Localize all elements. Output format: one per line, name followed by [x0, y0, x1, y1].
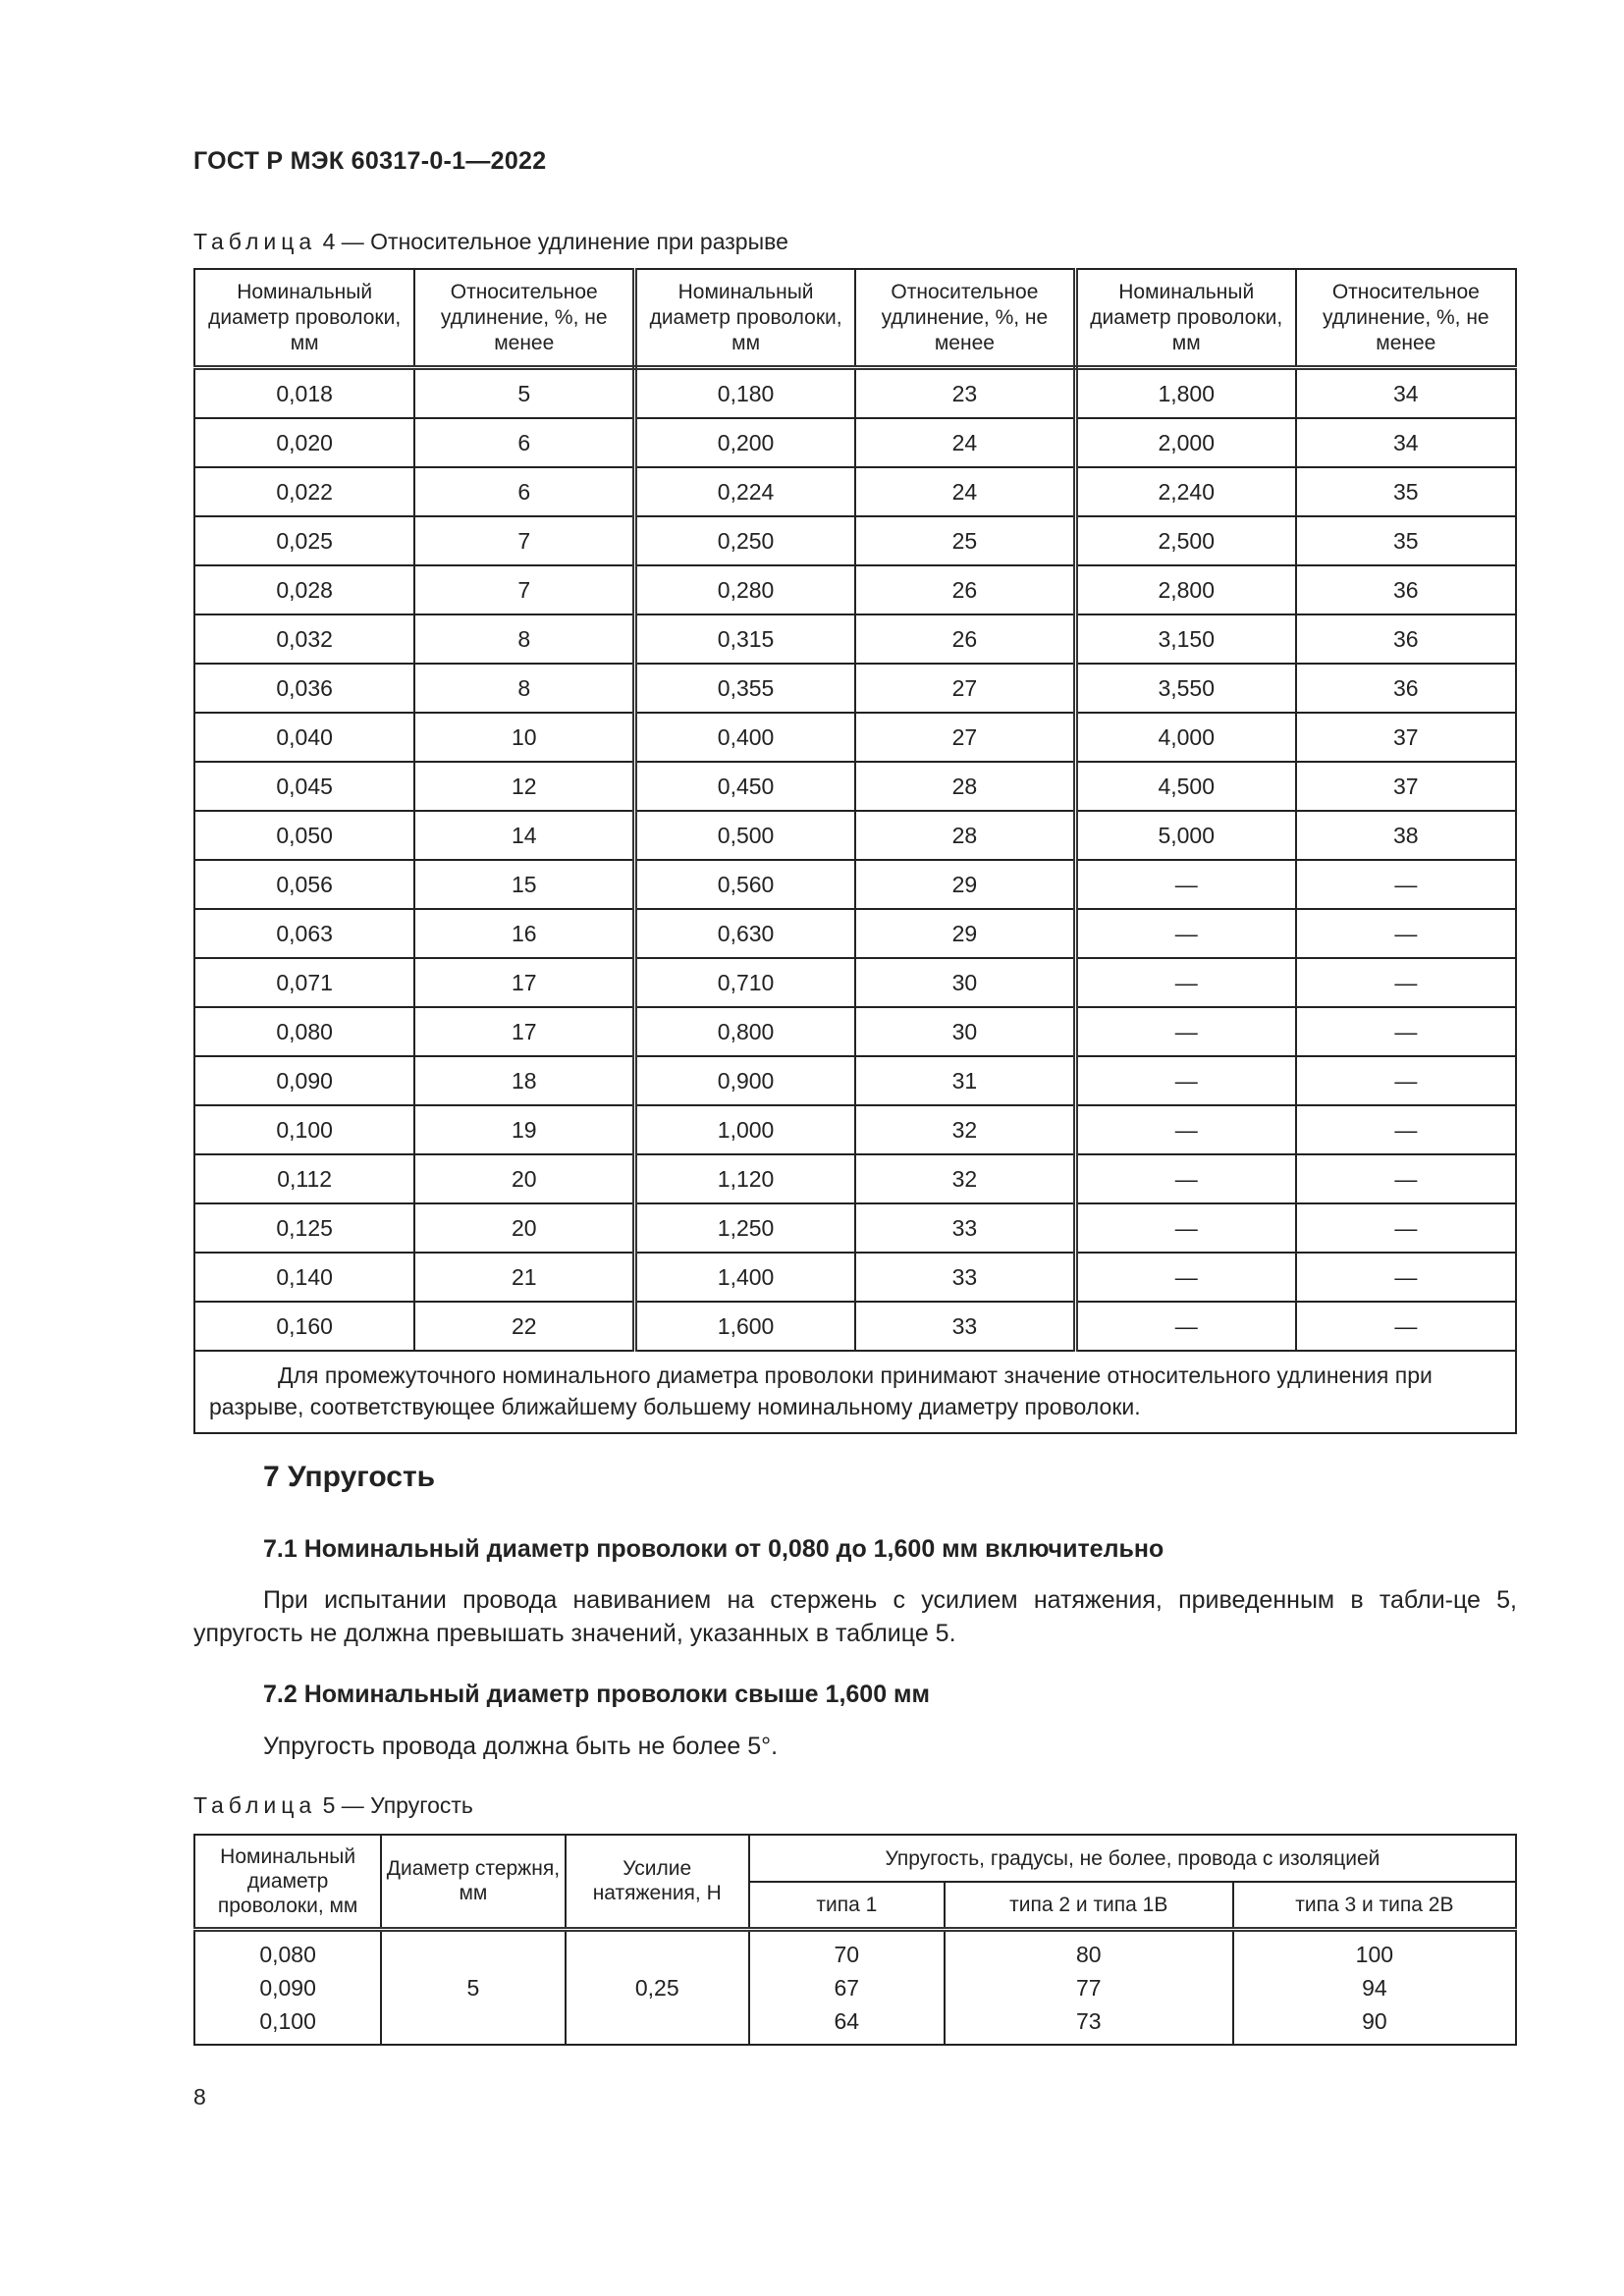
table-row: [194, 565, 1516, 614]
diameter-cell: 0,224: [635, 467, 855, 516]
elasticity-value: 67: [834, 1974, 860, 2001]
subsection-7-1-title: 7.1 Номинальный диаметр проволоки от 0,080 до 1,600 мм включительно: [263, 1535, 1164, 1563]
diameter-cell: 0,125: [194, 1203, 414, 1253]
subsection-7-1-text: [193, 1583, 1517, 1650]
diameter-cell: 0,500: [635, 811, 855, 860]
diameter-cell: —: [1075, 1056, 1295, 1105]
diameter-cell: 0,315: [635, 614, 855, 664]
table-row: [194, 762, 1516, 811]
header-elasticity: Упругость, градусы, не более, провода с изоляцией: [749, 1835, 1516, 1882]
type-3-cell: [1233, 1929, 1516, 2045]
tension-cell: 0,25: [566, 1929, 749, 2045]
table4-caption: [193, 229, 788, 255]
diameter-cell: 0,900: [635, 1056, 855, 1105]
elongation-cell: 27: [855, 713, 1075, 762]
table-note-text: Для промежуточного номинального диаметра проволоки принимают значение относительного удлинения при разрыве, соответствующее ближайшему большему номинальному диаметру проволоки.: [209, 1362, 1433, 1419]
table-row: [194, 614, 1516, 664]
diameter-cell: 0,710: [635, 958, 855, 1007]
header-type-3-2b: типа 3 и типа 2В: [1233, 1882, 1516, 1929]
table-row: [194, 713, 1516, 762]
elongation-cell: —: [1296, 1007, 1516, 1056]
diameter-cell: —: [1075, 1007, 1295, 1056]
elongation-cell: 36: [1296, 565, 1516, 614]
table-row: [194, 909, 1516, 958]
elongation-cell: 12: [414, 762, 634, 811]
elasticity-value: 73: [1075, 2007, 1102, 2034]
diameters-cell: [194, 1929, 381, 2045]
elongation-cell: 19: [414, 1105, 634, 1154]
elongation-cell: 29: [855, 860, 1075, 909]
diameter-cell: 0,560: [635, 860, 855, 909]
diameter-cell: 0,020: [194, 418, 414, 467]
header-type-1: типа 1: [749, 1882, 945, 1929]
type-1-cell: [749, 1929, 945, 2045]
diameter-cell: 0,800: [635, 1007, 855, 1056]
diameter-cell: 0,056: [194, 860, 414, 909]
elongation-cell: —: [1296, 1056, 1516, 1105]
diameter-cell: 0,180: [635, 368, 855, 419]
table-row: [194, 368, 1516, 419]
elongation-cell: 10: [414, 713, 634, 762]
table4-caption-word: Таблица: [193, 229, 317, 254]
table-row: [194, 664, 1516, 713]
header-diameter-2: Номинальный диаметр проволоки, мм: [635, 269, 855, 368]
elongation-table: [193, 268, 1517, 1434]
table-row: [194, 418, 1516, 467]
diameter-cell: 0,050: [194, 811, 414, 860]
diameter-cell: 4,000: [1075, 713, 1295, 762]
diameter-cell: 0,080: [194, 1007, 414, 1056]
diameter-cell: 0,036: [194, 664, 414, 713]
table-row: [194, 1203, 1516, 1253]
header-elongation-2: Относительное удлинение, %, не менее: [855, 269, 1075, 368]
elongation-cell: 8: [414, 664, 634, 713]
elongation-cell: 26: [855, 614, 1075, 664]
elongation-cell: 32: [855, 1105, 1075, 1154]
elongation-cell: 28: [855, 762, 1075, 811]
page-number: 8: [193, 2084, 206, 2109]
table-row: [194, 467, 1516, 516]
diameter-cell: —: [1075, 860, 1295, 909]
elongation-cell: 16: [414, 909, 634, 958]
diameter-cell: —: [1075, 958, 1295, 1007]
header-elongation-1: Относительное удлинение, %, не менее: [414, 269, 634, 368]
elongation-cell: 28: [855, 811, 1075, 860]
table-row: [194, 860, 1516, 909]
elongation-cell: 29: [855, 909, 1075, 958]
elongation-cell: 6: [414, 467, 634, 516]
elasticity-value: 90: [1362, 2007, 1387, 2034]
elongation-cell: 34: [1296, 418, 1516, 467]
diameter-cell: 0,045: [194, 762, 414, 811]
subsection-7-2-text: [193, 1730, 1517, 1763]
diameter-cell: 1,000: [635, 1105, 855, 1154]
table-row: [194, 1154, 1516, 1203]
elongation-cell: 30: [855, 958, 1075, 1007]
header-diameter: Номинальный диаметр проволоки, мм: [194, 1835, 381, 1929]
diameter-cell: —: [1075, 1302, 1295, 1351]
diameter-cell: 0,200: [635, 418, 855, 467]
diameter-cell: —: [1075, 909, 1295, 958]
diameter-cell: —: [1075, 1253, 1295, 1302]
elongation-cell: 36: [1296, 614, 1516, 664]
diameter-value: 0,100: [259, 2007, 316, 2034]
elongation-cell: 22: [414, 1302, 634, 1351]
elongation-cell: 33: [855, 1253, 1075, 1302]
section-7-title: 7 Упругость: [263, 1461, 436, 1493]
diameter-cell: 0,040: [194, 713, 414, 762]
diameter-cell: —: [1075, 1203, 1295, 1253]
table-header-row: [194, 269, 1516, 368]
diameter-cell: 1,600: [635, 1302, 855, 1351]
elongation-cell: 24: [855, 467, 1075, 516]
header-elongation-3: Относительное удлинение, %, не менее: [1296, 269, 1516, 368]
elongation-cell: 34: [1296, 368, 1516, 419]
diameter-cell: 0,032: [194, 614, 414, 664]
diameter-cell: —: [1075, 1154, 1295, 1203]
diameter-value: 0,090: [259, 1974, 316, 2001]
table5-caption-word: Таблица: [193, 1792, 317, 1818]
diameter-cell: 0,100: [194, 1105, 414, 1154]
diameter-cell: 2,240: [1075, 467, 1295, 516]
diameter-cell: 0,112: [194, 1154, 414, 1203]
elongation-cell: 33: [855, 1302, 1075, 1351]
elongation-cell: 17: [414, 1007, 634, 1056]
diameter-cell: 2,800: [1075, 565, 1295, 614]
elongation-cell: 18: [414, 1056, 634, 1105]
elongation-cell: 36: [1296, 664, 1516, 713]
diameter-cell: 0,140: [194, 1253, 414, 1302]
elongation-cell: 30: [855, 1007, 1075, 1056]
elongation-cell: 15: [414, 860, 634, 909]
table4-caption-title: 4 — Относительное удлинение при разрыве: [316, 229, 788, 254]
rod-diameter-cell: 5: [381, 1929, 565, 2045]
elongation-cell: —: [1296, 1302, 1516, 1351]
diameter-cell: 1,800: [1075, 368, 1295, 419]
table-note-row: [194, 1351, 1516, 1433]
table-row: [194, 958, 1516, 1007]
diameter-cell: 0,071: [194, 958, 414, 1007]
diameter-cell: 0,355: [635, 664, 855, 713]
diameter-cell: 0,018: [194, 368, 414, 419]
table-row: [194, 1929, 1516, 2045]
elongation-cell: —: [1296, 1105, 1516, 1154]
diameter-cell: —: [1075, 1105, 1295, 1154]
diameter-cell: 0,450: [635, 762, 855, 811]
diameter-cell: 4,500: [1075, 762, 1295, 811]
diameter-cell: 0,400: [635, 713, 855, 762]
diameter-cell: 3,150: [1075, 614, 1295, 664]
diameter-cell: 0,063: [194, 909, 414, 958]
elongation-cell: 33: [855, 1203, 1075, 1253]
elasticity-value: 80: [1075, 1941, 1102, 1967]
elongation-cell: 20: [414, 1154, 634, 1203]
elongation-cell: 6: [414, 418, 634, 467]
diameter-cell: 2,500: [1075, 516, 1295, 565]
elongation-cell: 38: [1296, 811, 1516, 860]
diameter-cell: 1,400: [635, 1253, 855, 1302]
elongation-cell: 23: [855, 368, 1075, 419]
elongation-cell: —: [1296, 909, 1516, 958]
diameter-cell: 0,090: [194, 1056, 414, 1105]
elasticity-table: [193, 1834, 1517, 2046]
elongation-cell: 8: [414, 614, 634, 664]
elongation-cell: —: [1296, 1253, 1516, 1302]
header-rod-diameter: Диаметр стержня, мм: [381, 1835, 565, 1929]
elongation-cell: 7: [414, 516, 634, 565]
diameter-cell: 1,250: [635, 1203, 855, 1253]
diameter-cell: 0,250: [635, 516, 855, 565]
table-row: [194, 516, 1516, 565]
elasticity-value: 70: [834, 1941, 860, 1967]
header-diameter-1: Номинальный диаметр проволоки, мм: [194, 269, 414, 368]
elongation-table-body: [194, 368, 1516, 1352]
elongation-cell: 21: [414, 1253, 634, 1302]
subsection-7-2-title: 7.2 Номинальный диаметр проволоки свыше 1,600 мм: [263, 1681, 931, 1708]
header-tension: Усилие натяжения, Н: [566, 1835, 749, 1929]
diameter-value: 0,080: [259, 1941, 316, 1967]
elasticity-value: 77: [1075, 1974, 1102, 2001]
type-2-cell: [945, 1929, 1233, 2045]
elongation-cell: 27: [855, 664, 1075, 713]
diameter-cell: 0,630: [635, 909, 855, 958]
elasticity-value: 100: [1355, 1941, 1394, 1967]
table5-caption: [193, 1792, 473, 1819]
diameter-cell: 5,000: [1075, 811, 1295, 860]
elongation-cell: 17: [414, 958, 634, 1007]
subsection-7-2-body: Упругость провода должна быть не более 5°.: [263, 1733, 779, 1760]
elongation-cell: 32: [855, 1154, 1075, 1203]
table-row: [194, 1302, 1516, 1351]
table-row: [194, 1056, 1516, 1105]
elongation-cell: 37: [1296, 762, 1516, 811]
elongation-cell: 26: [855, 565, 1075, 614]
elongation-cell: 31: [855, 1056, 1075, 1105]
table-row: [194, 1105, 1516, 1154]
elongation-cell: 20: [414, 1203, 634, 1253]
table-note: [194, 1351, 1516, 1433]
diameter-cell: 2,000: [1075, 418, 1295, 467]
elasticity-value: 94: [1362, 1974, 1387, 2001]
elongation-cell: 35: [1296, 516, 1516, 565]
subsection-7-1-body: При испытании провода навиванием на стержень с усилием натяжения, приведенным в табли-це 5, упругость не должна превышать значений, указанных в таблице 5.: [193, 1586, 1517, 1647]
diameter-cell: 3,550: [1075, 664, 1295, 713]
elongation-cell: —: [1296, 958, 1516, 1007]
elasticity-value: 64: [834, 2007, 860, 2034]
elongation-cell: 7: [414, 565, 634, 614]
elongation-cell: 37: [1296, 713, 1516, 762]
elongation-cell: 14: [414, 811, 634, 860]
table-row: [194, 1007, 1516, 1056]
header-diameter-3: Номинальный диаметр проволоки, мм: [1075, 269, 1295, 368]
elongation-cell: 25: [855, 516, 1075, 565]
table-row: [194, 811, 1516, 860]
diameter-cell: 0,280: [635, 565, 855, 614]
elongation-cell: 5: [414, 368, 634, 419]
table-header-row: [194, 1835, 1516, 1882]
elongation-cell: 24: [855, 418, 1075, 467]
diameter-cell: 1,120: [635, 1154, 855, 1203]
elongation-cell: 35: [1296, 467, 1516, 516]
elongation-cell: —: [1296, 1154, 1516, 1203]
elongation-cell: —: [1296, 860, 1516, 909]
diameter-cell: 0,160: [194, 1302, 414, 1351]
table-row: [194, 1253, 1516, 1302]
document-code: ГОСТ Р МЭК 60317-0-1—2022: [193, 147, 547, 175]
diameter-cell: 0,022: [194, 467, 414, 516]
diameter-cell: 0,025: [194, 516, 414, 565]
header-type-2-1b: типа 2 и типа 1В: [945, 1882, 1233, 1929]
table5-caption-title: 5 — Упругость: [316, 1792, 473, 1818]
diameter-cell: 0,028: [194, 565, 414, 614]
elongation-cell: —: [1296, 1203, 1516, 1253]
